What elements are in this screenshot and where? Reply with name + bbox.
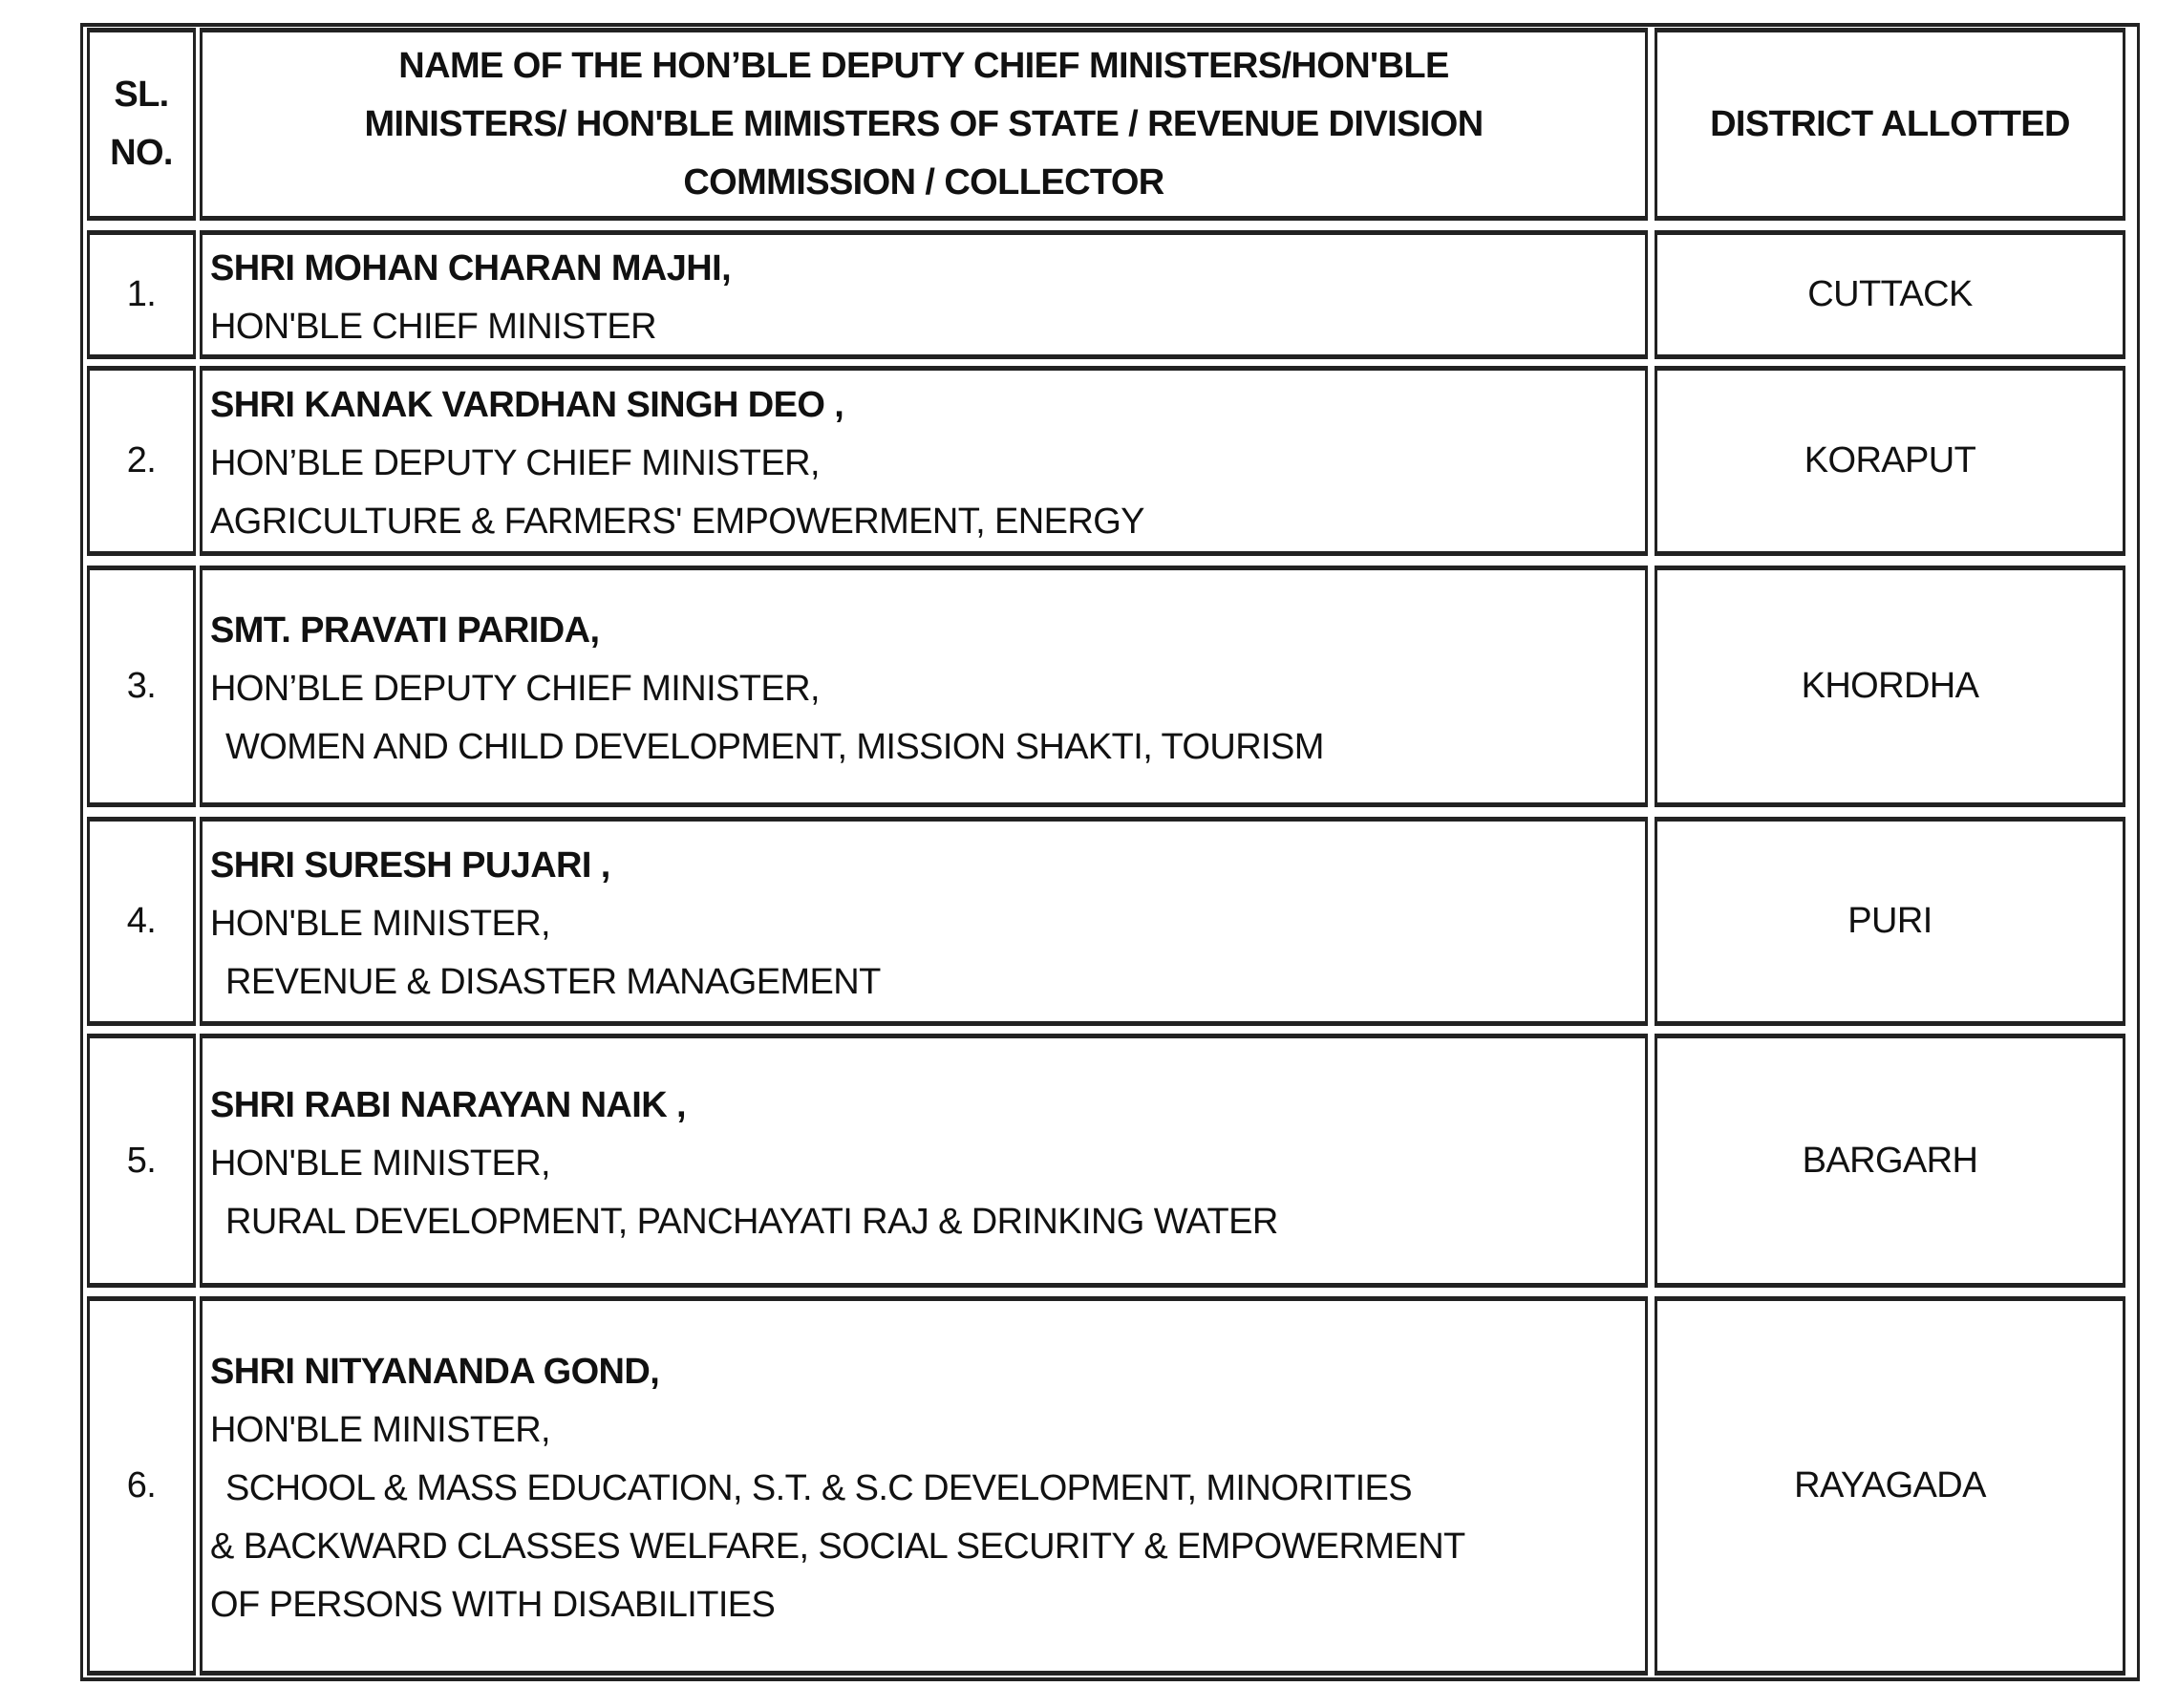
designation-line: REVENUE & DISASTER MANAGEMENT [225,962,881,1002]
sl-cell [87,566,196,807]
sl-cell [87,230,196,359]
designation-line: AGRICULTURE & FARMERS' EMPOWERMENT, ENERGY [210,502,1144,542]
district-cell [1655,566,2125,807]
header-name [200,28,1648,221]
designation-line: HON'BLE MINISTER, [210,1142,550,1184]
name-cell [200,230,1648,359]
sl-cell [87,1034,196,1288]
designation-line: HON’BLE DEPUTY CHIEF MINISTER, [210,669,820,709]
name-cell [200,366,1648,556]
header-sl-line2: NO. [110,133,173,173]
header-name-line2: MINISTERS/ HON'BLE MIMISTERS OF STATE / REVENUE DIVISION [364,103,1484,144]
district-cell [1655,230,2125,359]
designation-line: HON'BLE CHIEF MINISTER [210,306,656,347]
minister-name: SHRI KANAK VARDHAN SINGH DEO , [210,385,844,425]
header-sl-no [87,28,196,221]
district-cell [1655,366,2125,556]
name-cell [200,817,1648,1026]
district-cell [1655,1296,2125,1676]
district-name: PURI [1847,901,1932,941]
sl-cell [87,366,196,556]
minister-name: SHRI MOHAN CHARAN MAJHI, [210,247,732,288]
district-name: CUTTACK [1807,274,1973,314]
minister-name: SHRI NITYANANDA GOND, [210,1352,660,1392]
district-name: RAYAGADA [1794,1465,1986,1505]
district-cell [1655,817,2125,1026]
designation-line: SCHOOL & MASS EDUCATION, S.T. & S.C DEVELOPMENT, MINORITIES [225,1468,1413,1508]
sl-cell [87,817,196,1026]
minister-name: SHRI SURESH PUJARI , [210,845,610,886]
district-name: KORAPUT [1804,440,1976,480]
name-cell [200,566,1648,807]
sl-number: 5. [126,1140,157,1181]
name-cell [200,1296,1648,1676]
designation-line: & BACKWARD CLASSES WELFARE, SOCIAL SECURITY & EMPOWERMENT [210,1527,1465,1567]
header-district [1655,28,2125,221]
designation-line: HON'BLE MINISTER, [210,1410,550,1450]
header-sl-line1: SL. [114,75,169,115]
district-name: KHORDHA [1801,666,1979,706]
designation-line: OF PERSONS WITH DISABILITIES [210,1585,776,1625]
district-name: BARGARH [1802,1140,1978,1181]
header-name-line3: COMMISSION / COLLECTOR [683,161,1164,203]
minister-name: SMT. PRAVATI PARIDA, [210,610,600,651]
name-cell [200,1034,1648,1288]
sl-cell [87,1296,196,1676]
designation-line: HON'BLE MINISTER, [210,904,550,944]
sl-number: 6. [126,1465,157,1505]
designation-line: RURAL DEVELOPMENT, PANCHAYATI RAJ & DRINKING WATER [225,1201,1278,1242]
header-name-line1: NAME OF THE HON’BLE DEPUTY CHIEF MINISTERS/HON'BLE [398,45,1449,86]
designation-line: WOMEN AND CHILD DEVELOPMENT, MISSION SHAKTI, TOURISM [225,727,1324,767]
sl-number: 1. [126,274,157,314]
sl-number: 3. [126,666,157,706]
district-cell [1655,1034,2125,1288]
sl-number: 4. [126,901,157,941]
designation-line: HON’BLE DEPUTY CHIEF MINISTER, [210,443,820,483]
header-district-label: DISTRICT ALLOTTED [1710,103,2070,144]
minister-name: SHRI RABI NARAYAN NAIK , [210,1084,686,1125]
sl-number: 2. [126,440,157,480]
